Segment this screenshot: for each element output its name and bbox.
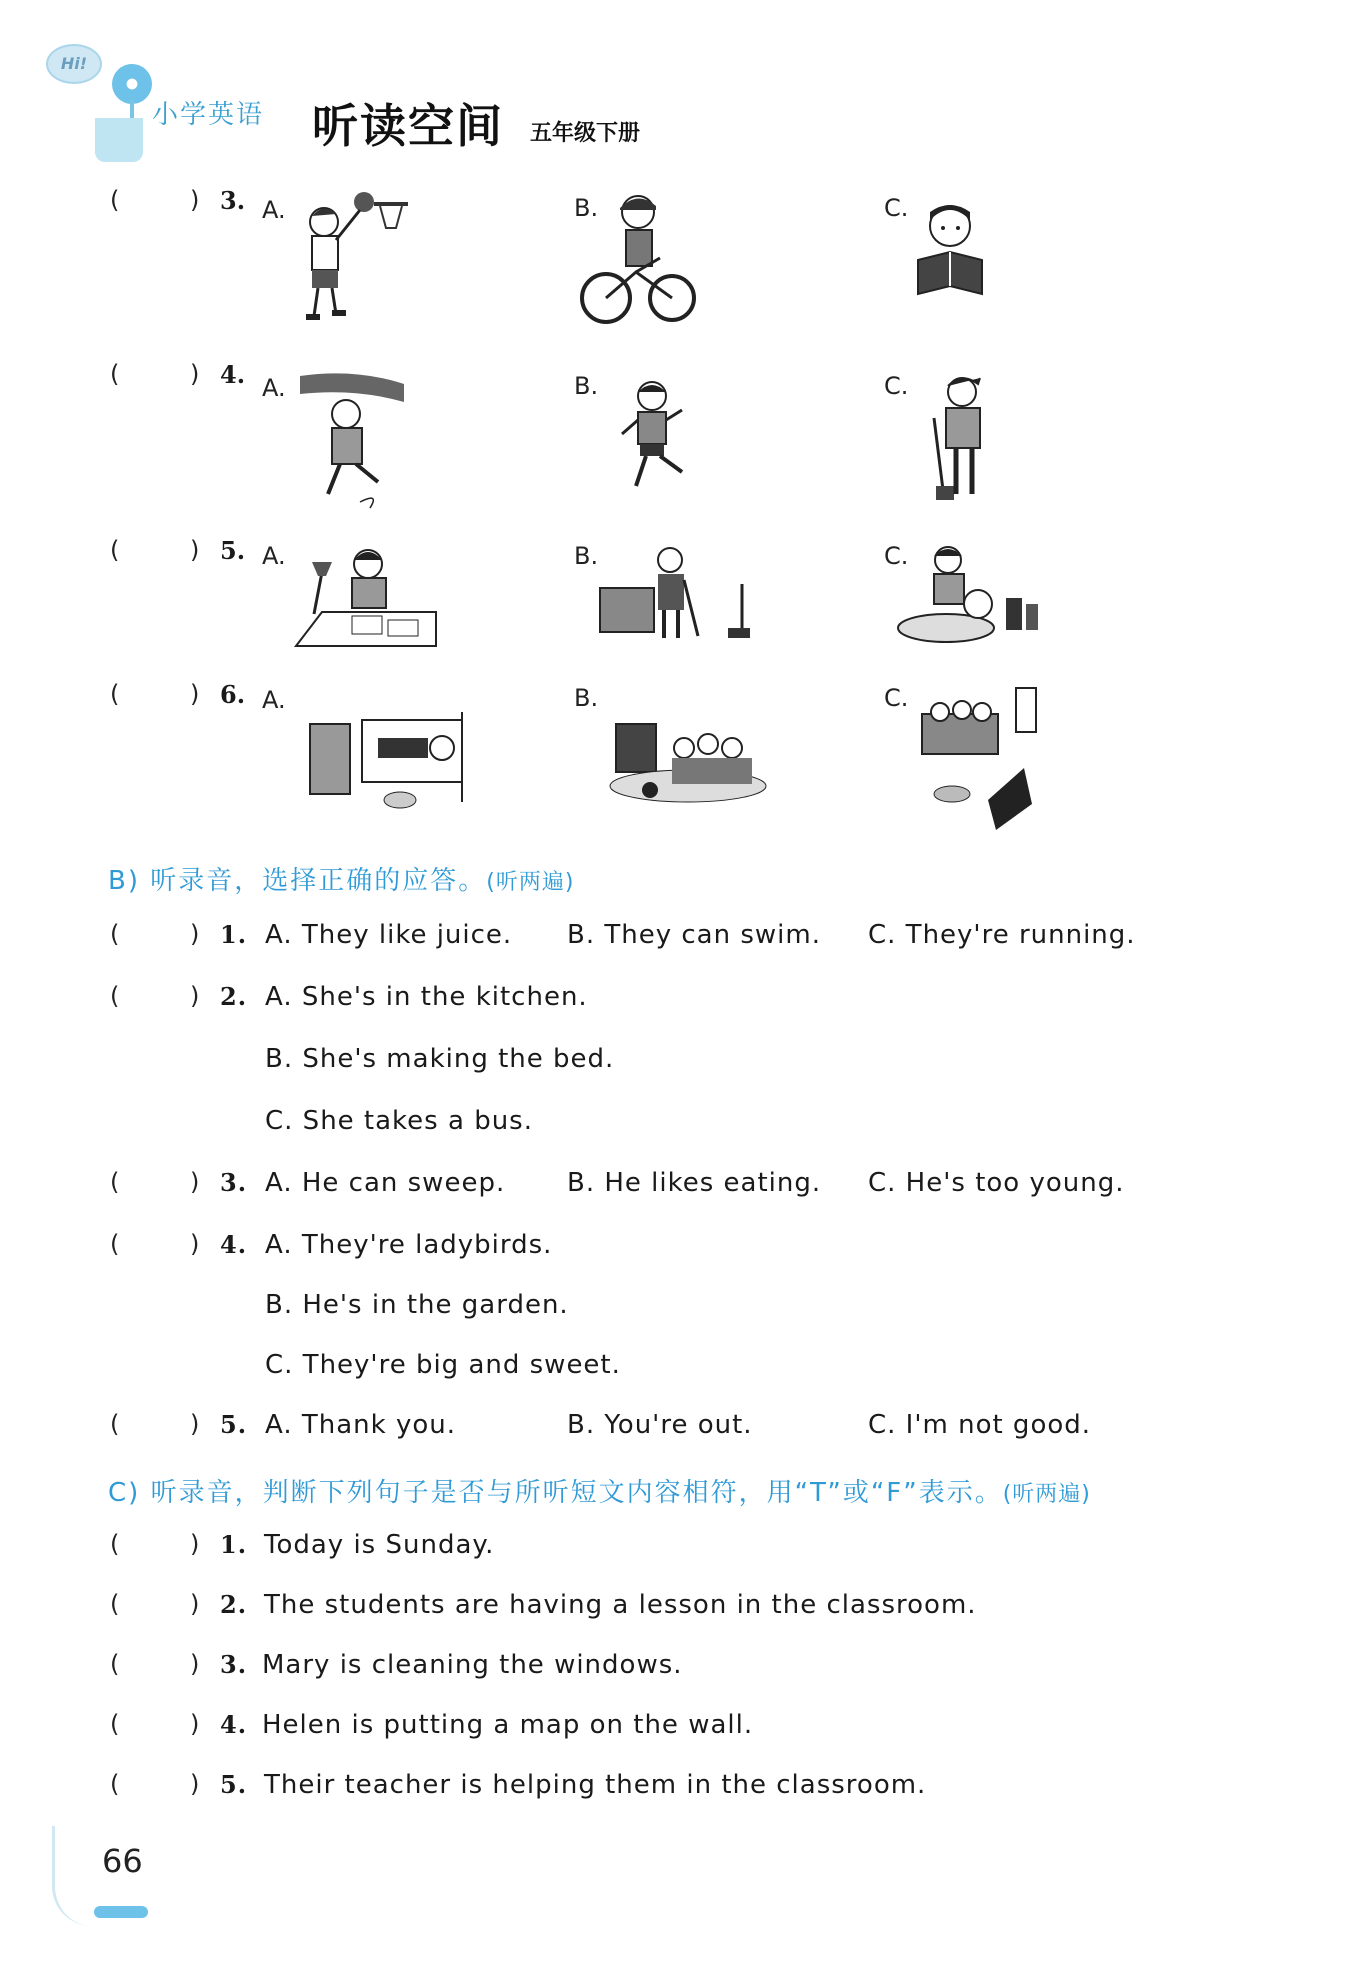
section-b-question-4-option-c-line [0,1350,1350,1390]
page-number: 66 [102,1842,143,1880]
running-boy-in-rain-picture [300,372,410,512]
section-c-item-5 [0,1770,1350,1810]
question-number: 5. [220,1410,248,1439]
statement-text: Mary is cleaning the windows. [262,1650,683,1680]
option-c-label: C. [884,542,909,570]
grade-label: 五年级下册 [530,120,641,146]
answer-paren-open: ( [110,536,120,564]
option-c: C. He's too young. [868,1168,1125,1198]
question-number: 3. [220,1168,248,1197]
option-a: A. Thank you. [265,1410,456,1440]
page-header [40,40,740,170]
picture-question-3 [0,180,1350,340]
option-c: C. They're running. [868,920,1136,950]
question-number: 1. [220,920,248,949]
option-b: B. She's making the bed. [265,1044,615,1074]
answer-paren-open: ( [110,360,120,388]
family-watching-tv-picture [608,716,772,806]
section-b-question-5 [0,1410,1350,1450]
answer-paren-open: ( [110,1590,121,1618]
option-b-label: B. [574,372,599,400]
hi-bubble-icon: Hi! [46,44,102,84]
running-boy-picture [612,376,702,506]
option-b: B. You're out. [567,1410,753,1440]
option-b-label: B. [574,542,599,570]
question-number: 4. [220,1710,248,1739]
option-c: C. They're big and sweet. [265,1350,621,1380]
option-a-label: A. [262,196,286,224]
answer-paren-close: ) [190,1710,201,1738]
section-b-note: (听两遍) [486,870,575,895]
picture-question-5 [0,532,1350,692]
section-b-title [108,860,574,897]
statement-text: Their teacher is helping them in the classroom. [264,1770,927,1800]
boy-reading-picture [898,198,1008,308]
section-c-item-3 [0,1650,1350,1690]
option-c-label: C. [884,684,909,712]
answer-paren-close: ) [190,1230,201,1258]
section-c-title [108,1472,1091,1509]
answer-paren-close: ) [190,1168,201,1196]
statement-text: Helen is putting a map on the wall. [262,1710,754,1740]
answer-paren-close: ) [190,920,201,948]
question-number: 4. [220,360,246,389]
girl-sweeping-floor-picture [598,544,758,644]
answer-paren-close: ) [190,536,200,564]
question-number: 6. [220,680,246,709]
answer-paren-close: ) [190,360,200,388]
option-b-label: B. [574,684,599,712]
section-b-question-4-option-b-line [0,1290,1350,1330]
girl-sleeping-in-bed-picture [308,712,468,812]
option-a-label: A. [262,542,286,570]
option-b: B. He's in the garden. [265,1290,569,1320]
option-c-label: C. [884,372,909,400]
answer-paren-close: ) [190,982,201,1010]
section-c-note: (听两遍) [1002,1482,1091,1507]
picture-question-4 [0,356,1350,516]
footer-cup-icon [94,1906,148,1918]
question-number: 1. [220,1530,248,1559]
answer-paren-open: ( [110,920,121,948]
statement-text: The students are having a lesson in the classroom. [264,1590,977,1620]
section-b-question-1 [0,920,1350,960]
option-b: B. They can swim. [567,920,821,950]
option-c: C. I'm not good. [868,1410,1092,1440]
answer-paren-close: ) [190,1590,201,1618]
option-a: A. They're ladybirds. [265,1230,553,1260]
answer-paren-open: ( [110,1710,121,1738]
answer-paren-close: ) [190,1410,201,1438]
option-a-label: A. [262,374,286,402]
answer-paren-open: ( [110,680,120,708]
boy-doing-homework-picture [292,542,442,652]
answer-paren-open: ( [110,1410,121,1438]
answer-paren-close: ) [190,680,200,708]
section-b-question-2-option-b-line [0,1044,1350,1084]
option-a: A. She's in the kitchen. [265,982,588,1012]
question-number: 5. [220,1770,248,1799]
answer-paren-close: ) [190,1770,201,1798]
question-number: 3. [220,186,246,215]
answer-paren-close: ) [190,1650,201,1678]
basketball-boy-picture [290,188,410,338]
section-c-heading: C) 听录音，判断下列句子是否与所听短文内容相符，用“T”或“F”表示。 [108,1478,1003,1508]
section-b-question-2 [0,982,1350,1022]
section-c-item-1 [0,1530,1350,1570]
section-b-question-4 [0,1230,1350,1270]
girl-sweeping-picture [926,368,1006,508]
question-number: 2. [220,1590,248,1619]
bike-rider-picture [578,190,698,330]
family-on-sofa-picture [912,684,1042,834]
girl-washing-dishes-picture [896,542,1046,652]
section-b-heading: B) 听录音，选择正确的应答。 [108,866,487,896]
option-c-label: C. [884,194,909,222]
series-title: 小学英语 [152,100,265,130]
answer-paren-open: ( [110,1650,121,1678]
flower-pot-icon [95,118,143,162]
option-a-label: A. [262,686,286,714]
answer-paren-close: ) [190,186,200,214]
option-a: A. He can sweep. [265,1168,506,1198]
question-number: 3. [220,1650,248,1679]
section-b-question-3 [0,1168,1350,1208]
section-c-item-2 [0,1590,1350,1630]
option-b-label: B. [574,194,599,222]
option-b: B. He likes eating. [567,1168,822,1198]
answer-paren-close: ) [190,1530,201,1558]
answer-paren-open: ( [110,186,120,214]
question-number: 2. [220,982,248,1011]
flower-icon [112,64,152,104]
question-number: 5. [220,536,246,565]
option-c: C. She takes a bus. [265,1106,533,1136]
picture-question-6 [0,676,1350,836]
section-c-item-4 [0,1710,1350,1750]
statement-text: Today is Sunday. [264,1530,495,1560]
answer-paren-open: ( [110,982,121,1010]
brand-title: 听读空间 [312,99,504,153]
answer-paren-open: ( [110,1770,121,1798]
answer-paren-open: ( [110,1230,121,1258]
answer-paren-open: ( [110,1168,121,1196]
option-a: A. They like juice. [265,920,513,950]
question-number: 4. [220,1230,248,1259]
answer-paren-open: ( [110,1530,121,1558]
section-b-question-2-option-c-line [0,1106,1350,1146]
